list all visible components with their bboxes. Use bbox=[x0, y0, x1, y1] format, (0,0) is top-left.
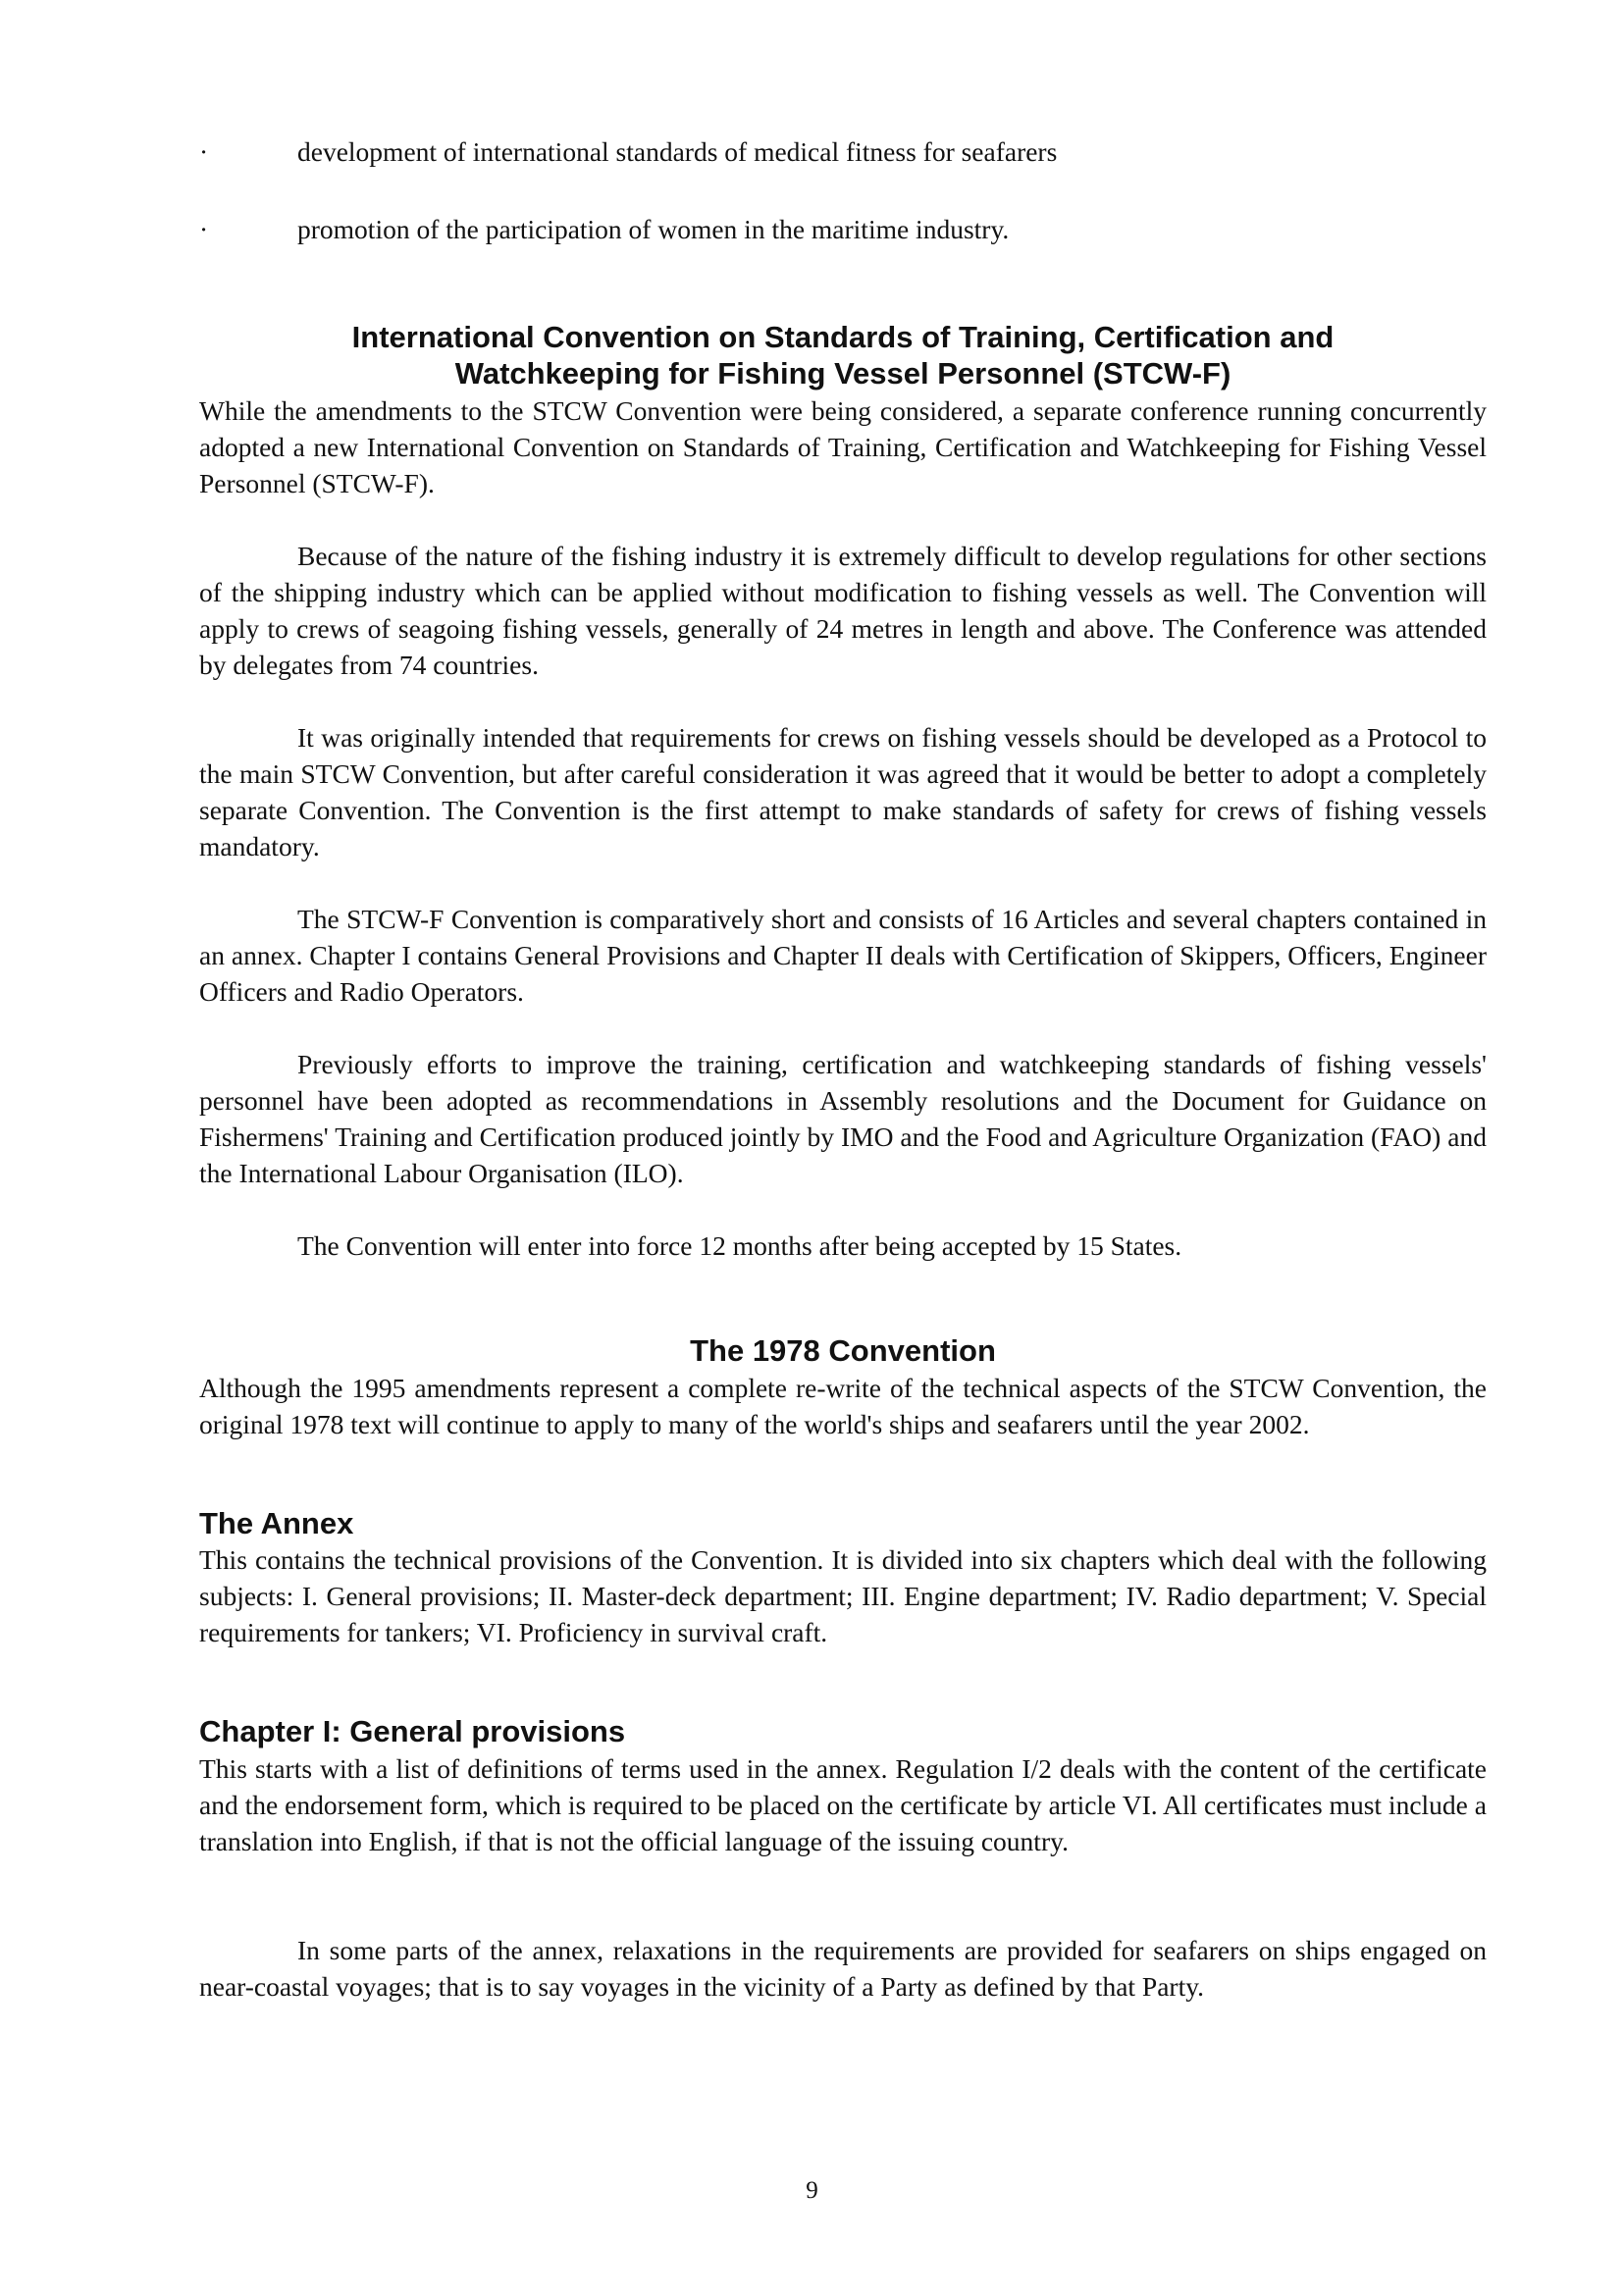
stcwf-paragraph-5: Previously efforts to improve the training, certification and watchkeeping standards of fishing vessels' personnel have been adopted as recommendations in Assembly resolutions and the Document for Guidance on Fishermens' Training and Certification produced jointly by IMO and the Food and Agriculture Organization (FAO) and the International Labour Organisation (ILO). bbox=[199, 1049, 1487, 1188]
chapter1-heading: Chapter I: General provisions bbox=[199, 1714, 626, 1748]
stcwf-paragraph-6: The Convention will enter into force 12 months after being accepted by 15 States. bbox=[297, 1230, 1182, 1261]
stcwf-paragraph-4: The STCW-F Convention is comparatively short and consists of 16 Articles and several chapters contained in an annex. Chapter I contains General Provisions and Chapter II deals with Certification of Skippers, Officers, Engineer Officers and Radio Operators. bbox=[199, 904, 1487, 1007]
stcwf-heading-line1: International Convention on Standards of Training, Certification and bbox=[351, 320, 1335, 354]
bullet-marker: · bbox=[199, 136, 209, 167]
bullet-text: promotion of the participation of women in the maritime industry. bbox=[297, 214, 1010, 244]
stcwf-paragraph-3: It was originally intended that requirements for crews on fishing vessels should be developed as a Protocol to the main STCW Convention, but after careful consideration it was agreed that it would be better to adopt a completely separate Convention. The Convention is the first attempt to make standards of safety for crews of fishing vessels mandatory. bbox=[199, 722, 1487, 861]
annex-paragraph-1: This contains the technical provisions of the Convention. It is divided into six chapters which deal with the following subjects: I. General provisions; II. Master-deck department; III. Engine department; IV. Radio department; V. Special requirements for tankers; VI. Proficiency in survival craft. bbox=[199, 1544, 1487, 1647]
annex-heading: The Annex bbox=[199, 1506, 354, 1540]
bullet-text: development of international standards of medical fitness for seafarers bbox=[297, 136, 1058, 167]
conv1978-heading: The 1978 Convention bbox=[690, 1333, 996, 1368]
page-number: 9 bbox=[806, 2177, 818, 2204]
stcwf-heading bbox=[199, 319, 1487, 391]
conv1978-paragraph-1: Although the 1995 amendments represent a complete re-write of the technical aspects of the STCW Convention, the original 1978 text will continue to apply to many of the world's ships and seafarers until the year 2002. bbox=[199, 1373, 1487, 1439]
stcwf-paragraph-1: While the amendments to the STCW Convention were being considered, a separate conference running concurrently adopted a new International Convention on Standards of Training, Certification and Watchkeeping for Fishing Vessel Personnel (STCW-F). bbox=[199, 395, 1487, 498]
stcwf-heading-line2: Watchkeeping for Fishing Vessel Personnel (STCW-F) bbox=[454, 356, 1231, 391]
chapter1-paragraph-1: This starts with a list of definitions of terms used in the annex. Regulation I/2 deals with the content of the certificate and the endorsement form, which is required to be placed on the certificate by article VI. All certificates must include a translation into English, if that is not the official language of the issuing country. bbox=[199, 1753, 1487, 1856]
stcwf-paragraph-2: Because of the nature of the fishing industry it is extremely difficult to develop regulations for other sections of the shipping industry which can be applied without modification to fishing vessels as well. The Convention will apply to crews of seagoing fishing vessels, generally of 24 metres in length and above. The Conference was attended by delegates from 74 countries. bbox=[199, 541, 1487, 680]
bullet-marker: · bbox=[199, 214, 209, 244]
chapter1-paragraph-2: In some parts of the annex, relaxations in the requirements are provided for seafarers on ships engaged on near-coastal voyages; that is to say voyages in the vicinity of a Party as defined by that Party. bbox=[199, 1935, 1487, 2002]
